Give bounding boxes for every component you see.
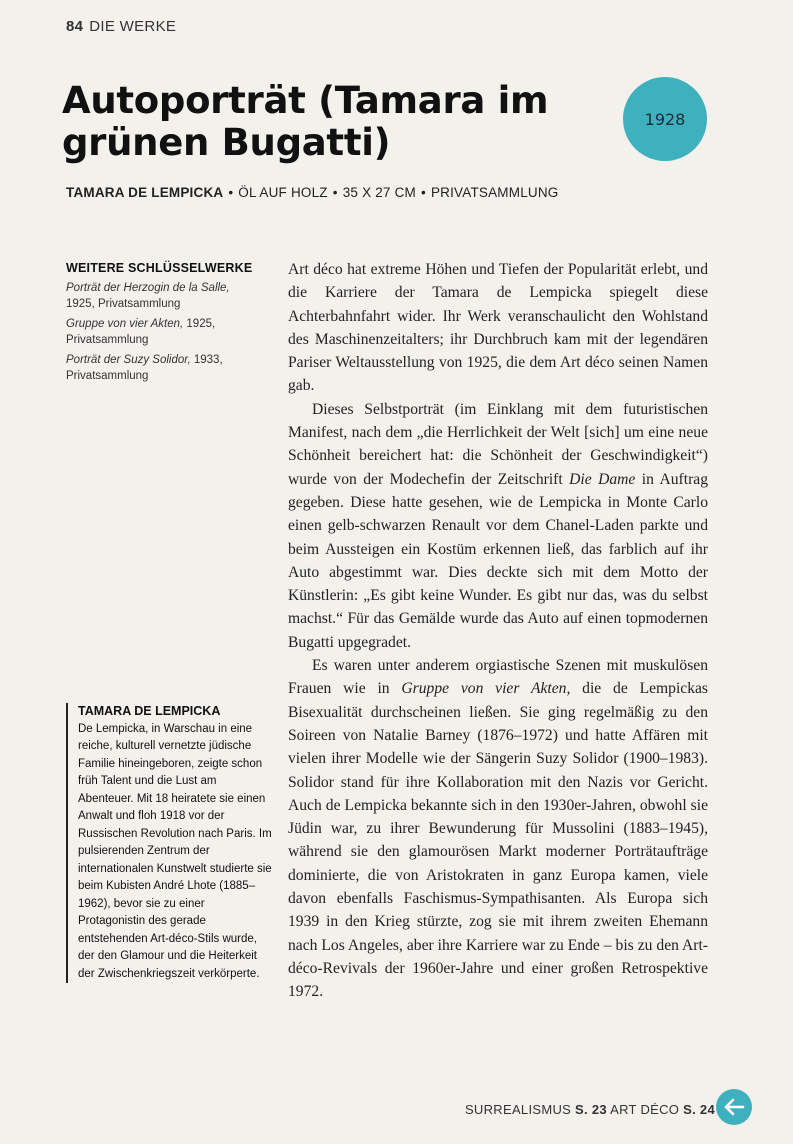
medium: ÖL AUF HOLZ: [238, 185, 328, 200]
bio-heading: TAMARA DE LEMPICKA: [78, 704, 221, 718]
xref-label: ART DÉCO: [610, 1102, 680, 1117]
key-work-title: Porträt der Suzy Solidor,: [66, 354, 191, 366]
paragraph-text: Dieses Selbstporträt (im Einklang mit dem futuristischen Manifest, nach dem „die Herrlichkeit der Welt [sich] um eine neue Schönheit bereichert hat: die Schönheit der Geschwindigkeit“) wurde von der Modechefin der Zeitschrift: [288, 400, 708, 488]
page-number: 84: [66, 18, 84, 35]
magazine-title: Die Dame: [569, 470, 636, 488]
key-work-details: 1925, Privatsammlung: [66, 318, 216, 346]
key-work-title: Gruppe von vier Akten,: [66, 318, 184, 330]
artist-name: TAMARA DE LEMPICKA: [66, 185, 224, 200]
separator: •: [421, 185, 426, 200]
separator: •: [228, 185, 234, 200]
article-body: [288, 258, 708, 1004]
paragraph-text: Es waren unter anderem orgiastische Szenen mit muskulösen Frauen wie in: [288, 657, 708, 698]
year-label: 1928: [644, 109, 686, 129]
key-work-title: Porträt der Herzogin de la Salle,: [66, 282, 230, 294]
separator: •: [332, 185, 338, 200]
arrow-left-icon: [723, 1098, 745, 1116]
xref-label: SURREALISMUS: [464, 1102, 572, 1117]
section-name: DIE WERKE: [89, 18, 177, 35]
key-work-item: [66, 280, 256, 312]
key-works-sidebar: [66, 260, 256, 388]
key-work-item: [66, 316, 256, 348]
artist-bio-box: [66, 703, 272, 983]
running-header: [66, 18, 176, 35]
paragraph-1: Art déco hat extreme Höhen und Tiefen der Popularität erlebt, und die Karriere der Tamara de Lempicka spiegelt diese Achterbahnfahrt wider. Ihr Werk veranschaulicht den Wohlstand des Maschinenzeitalters; ihr Durchbruch kam mit der legendären Pariser Weltausstellung von 1925, die dem Art déco seinen Namen gab.: [288, 261, 708, 395]
year-badge: [623, 77, 707, 161]
key-work-details: 1933, Privatsammlung: [66, 354, 223, 382]
xref-page: S. 24: [683, 1102, 715, 1117]
key-works-heading: WEITERE SCHLÜSSELWERKE: [66, 261, 253, 275]
paragraph-3: [288, 654, 708, 1003]
paragraph-text: in Auftrag gegeben. Diese hatte gesehen, wie de Lempicka in Monte Carlo einen gelb-schwarzen Renault vor dem Chanel-Laden parkte und beim Aussteigen ein Kostüm erkennen ließ, das farblich auf ihr Auto abgestimmt war. Dies deckte sich mit dem Motto der Künstlerin: „Es gibt keine Wunder. Es gibt nur das, was du selbst machst.“ Für das Gemälde wurde das Auto auf einen topmodernen Bugatti upgegradet.: [288, 470, 708, 651]
bio-text: De Lempicka, in Warschau in eine reiche, kulturell vernetzte jüdische Familie hineingeboren, zeigte schon früh Talent und die Lust am Abenteuer. Mit 18 heiratete sie einen Anwalt und floh 1918 vor der Russischen Revolution nach Paris. Im pulsierenden Zentrum der internationalen Kunstwelt studierte sie beim Kubisten André Lhote (1885–1962), bevor sie zu einer Protagonistin des gerade entstehenden Art-déco-Stils wurde, der den Glamour und die Heiterkeit der Zwischenkriegszeit verkörperte.: [78, 722, 272, 980]
key-work-item: [66, 352, 256, 384]
work-title: Gruppe von vier Akten,: [401, 680, 571, 698]
dimensions: 35 X 27 CM: [342, 185, 416, 200]
cross-reference-footer: [465, 1102, 715, 1117]
paragraph-text: die de Lempickas Bisexualität durchscheinen ließen. Sie ging regelmäßig zu den Soireen von Natalie Barney (1876–1972) und hatte Affären mit vielen ihrer Modelle wie der Sängerin Suzy Solidor (1900–1983). Solidor stand für ihre Kollaboration mit den Nazis vor Gericht. Auch de Lempicka bekannte sich in den 1930er-Jahren, obwohl sie Jüdin war, zu ihrer Bewunderung für Mussolini (1883–1945), während sie den glamourösen Markt moderner Porträtaufträge dominierte, die von Aristokraten in ganz Europa kamen, viele davon ebenfalls Faschismus-Sympathisanten. Als Europa sich 1939 in den Krieg stürzte, zog sie mit ihrem zweiten Ehemann nach Los Angeles, aber ihre Karriere war zu Ende – bis zu den Art-déco-Revivals der 1960er-Jahre und einer großen Retrospektive 1972.: [288, 680, 708, 1001]
artwork-title: Autoporträt (Tamara im grünen Bugatti): [62, 79, 549, 164]
back-button[interactable]: [716, 1089, 752, 1125]
location: PRIVATSAMMLUNG: [430, 185, 559, 200]
key-work-details: 1925, Privatsammlung: [66, 298, 181, 310]
xref-surrealismus[interactable]: [465, 1102, 607, 1117]
artwork-meta: [66, 185, 559, 200]
paragraph-2: [288, 398, 708, 654]
xref-art-deco[interactable]: [610, 1102, 715, 1117]
xref-page: S. 23: [575, 1102, 607, 1117]
